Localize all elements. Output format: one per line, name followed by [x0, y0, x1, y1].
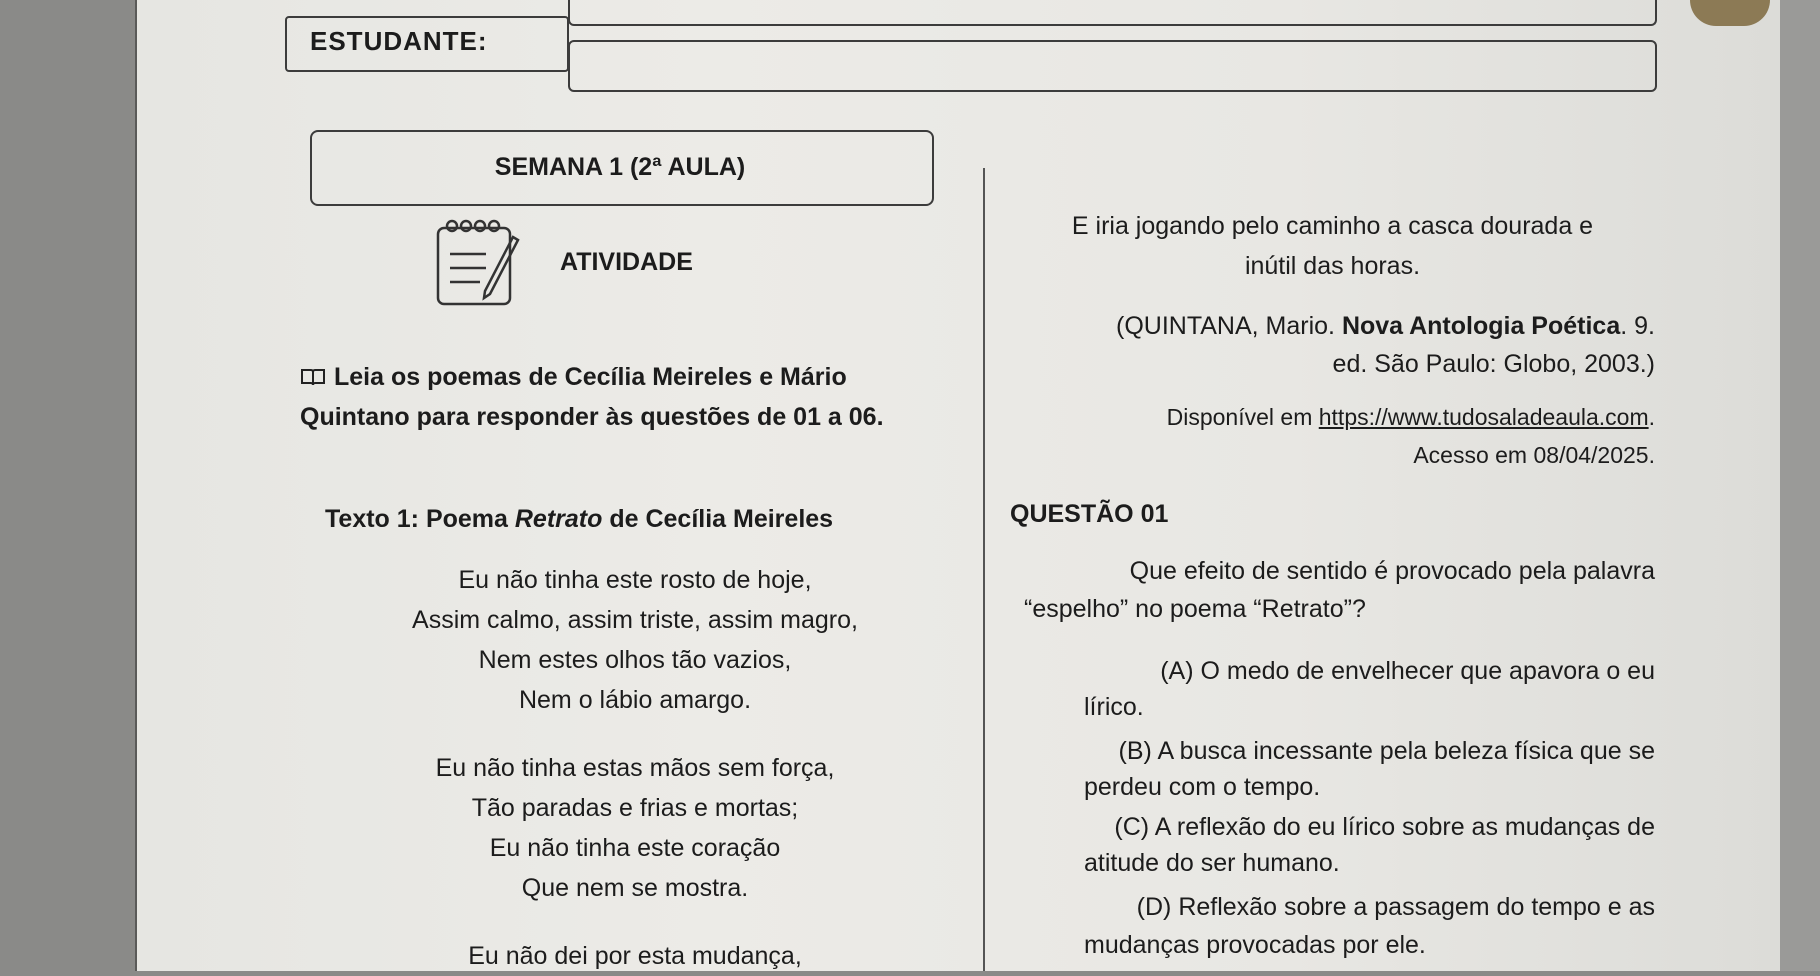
instruction-text	[300, 357, 960, 437]
option-b[interactable]: (B) A busca incessante pela beleza física que se	[1118, 737, 1655, 765]
poem-line: Nem o lábio amargo.	[518, 686, 752, 714]
quote-line-2: inútil das horas.	[1244, 252, 1421, 280]
option-a[interactable]: (A) O medo de envelhecer que apavora o eu	[1160, 657, 1655, 685]
poem-line: Eu não tinha este rosto de hoje,	[458, 566, 812, 594]
poem-line: Assim calmo, assim triste, assim magro,	[412, 606, 858, 634]
option-d-cont: mudanças provocadas por ele.	[1084, 931, 1426, 959]
student-label: ESTUDANTE:	[310, 26, 488, 56]
week-title: SEMANA 1 (2ª AULA)	[494, 153, 746, 181]
citation-line-1: (QUINTANA, Mario. Nova Antologia Poética. 9.	[1116, 312, 1655, 340]
quote-line-1: E iria jogando pelo caminho a casca dourada e	[1071, 212, 1594, 240]
activity-label: ATIVIDADE	[560, 248, 693, 276]
option-c[interactable]: (C) A reflexão do eu lírico sobre as mudanças de	[1114, 813, 1655, 841]
citation-book: Nova Antologia Poética	[1341, 312, 1621, 340]
citation-line-2: ed. São Paulo: Globo, 2003.)	[1332, 350, 1655, 378]
page-edge	[1780, 0, 1820, 971]
option-b-cont: perdeu com o tempo.	[1084, 773, 1321, 801]
poem-title: Retrato	[514, 505, 603, 533]
poem-line: Eu não tinha estas mãos sem força,	[435, 754, 835, 782]
stanza-gap	[310, 720, 960, 748]
poem-line: Que nem se mostra.	[521, 874, 749, 902]
option-d[interactable]: (D) Reflexão sobre a passagem do tempo e as	[1136, 893, 1655, 921]
student-name-field[interactable]	[568, 40, 1657, 92]
header-top-line	[568, 0, 1657, 26]
poem-line: Eu não tinha este coração	[489, 834, 781, 862]
question-title: QUESTÃO 01	[1010, 500, 1169, 528]
poem-line: Eu não dei por esta mudança,	[468, 942, 802, 970]
instruction-body: Leia os poemas de Cecília Meireles e Mário Quintano para responder às questões de 01 a 06.	[300, 363, 884, 431]
column-divider	[983, 168, 985, 971]
notebook-pencil-icon	[430, 212, 530, 312]
question-prompt-2: “espelho” no poema “Retrato”?	[1024, 595, 1366, 623]
poem-line: Nem estes olhos tão vazios,	[478, 646, 792, 674]
option-a-cont: lírico.	[1084, 693, 1144, 721]
book-icon	[300, 367, 326, 387]
poem-line: Tão paradas e frias e mortas;	[471, 794, 799, 822]
text1-heading: Texto 1: Poema Retrato de Cecília Meireles	[325, 505, 834, 533]
stanza-gap	[310, 908, 960, 936]
poem-body	[310, 560, 960, 976]
access-date: Acesso em 08/04/2025.	[1413, 442, 1655, 468]
source-link[interactable]: https://www.tudosaladeaula.com	[1318, 404, 1649, 430]
option-c-cont: atitude do ser humano.	[1084, 849, 1340, 877]
question-prompt-1: Que efeito de sentido é provocado pela palavra	[1129, 557, 1655, 585]
availability-line: Disponível em https://www.tudosaladeaula.com.	[1166, 404, 1655, 430]
